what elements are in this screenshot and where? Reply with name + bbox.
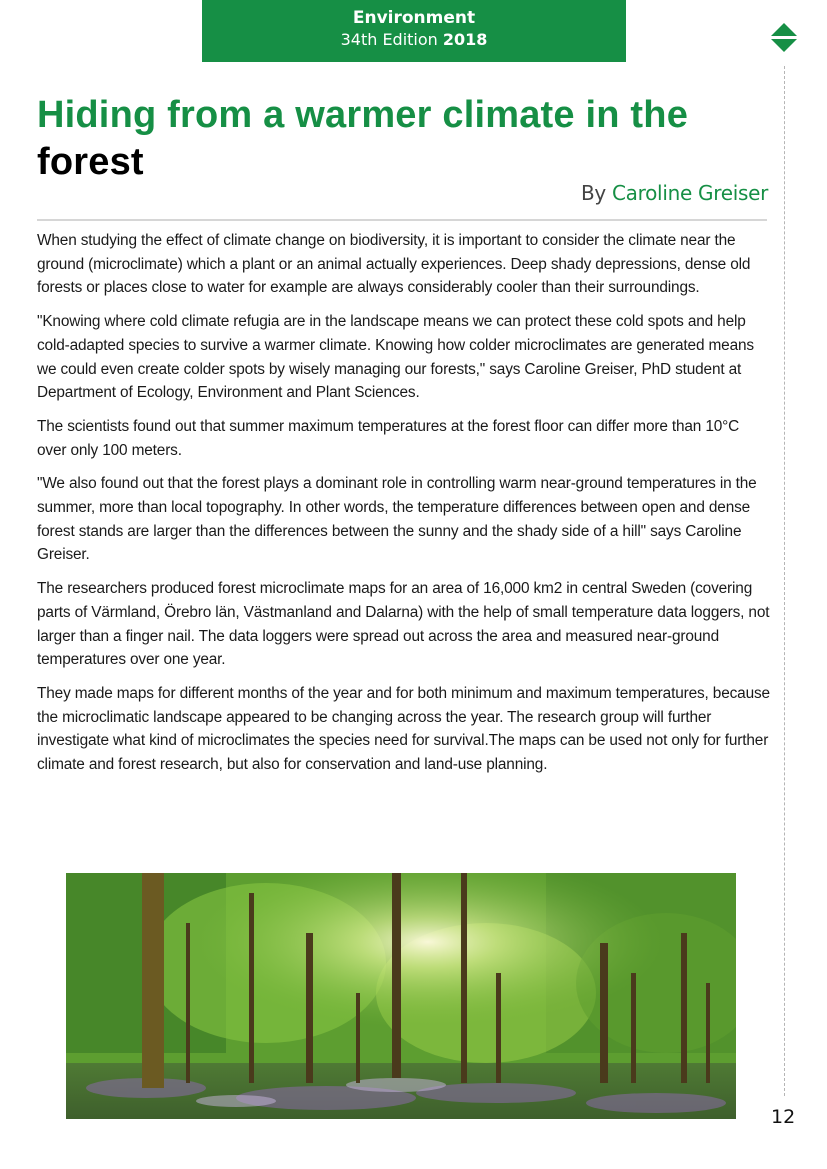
triangle-up-icon[interactable]	[771, 23, 797, 36]
author-name: Caroline Greiser	[612, 181, 768, 205]
edition-year: 2018	[442, 30, 488, 49]
triangle-down-icon[interactable]	[771, 39, 797, 52]
article-body	[37, 229, 772, 787]
margin-dashed-rule	[784, 66, 785, 1096]
article-title	[37, 92, 767, 186]
paragraph: They made maps for different months of the year and for both minimum and maximum temperatures, because the microclimatic landscape appeared to be changing across the year. The research group will further investigate what kind of microclimates the species need for survival.The maps can be used not only for further climate and forest research, but also for conservation and land-use planning.	[37, 684, 770, 774]
title-line-black: forest	[37, 141, 144, 183]
paragraph: "Knowing where cold climate refugia are in the landscape means we can protect these cold spots and help cold-adapted species to survive a warmer climate. Knowing how colder microclimates are generated means we could even create colder spots by wisely managing our forests," says Caroline Greiser, PhD student at Department of Ecology, Environment and Plant Sciences.	[37, 313, 754, 402]
page-number: 12	[771, 1106, 796, 1128]
paragraph: The researchers produced forest microclimate maps for an area of 16,000 km2 in central Sweden (covering parts of Värmland, Örebro län, Västmanland and Dalarna) with the help of small temperature data loggers, not larger than a finger nail. The data loggers were spread out across the area and measured near-ground temperatures over one year.	[37, 580, 770, 669]
title-divider	[37, 219, 767, 221]
title-line-green: Hiding from a warmer climate in the	[37, 94, 689, 136]
header-banner	[202, 0, 626, 62]
byline	[581, 181, 768, 205]
section-label: Environment	[352, 8, 476, 28]
paragraph: The scientists found out that summer maximum temperatures at the forest floor can differ more than 10°C over only 100 meters.	[37, 417, 740, 459]
paragraph: When studying the effect of climate change on biodiversity, it is important to consider the climate near the ground (microclimate) which a plant or an animal actually experiences. Deep shady depressions, dense old forests or places close to water for example are always considerably cooler than their surroundings.	[37, 232, 751, 297]
byline-prefix: By	[581, 181, 613, 205]
forest-photo	[66, 873, 736, 1119]
paragraph: "We also found out that the forest plays a dominant role in controlling warm near-ground temperatures in the summer, more than local topography. In other words, the temperature differences between open and dense forest stands are larger than the differences between the sunny and the shady side of a hill" says Caroline Greiser.	[37, 475, 757, 564]
forest-illustration	[66, 873, 736, 1119]
edition-label	[202, 29, 626, 50]
edition-number: 34th Edition	[340, 30, 443, 49]
page-navigation	[771, 23, 797, 53]
